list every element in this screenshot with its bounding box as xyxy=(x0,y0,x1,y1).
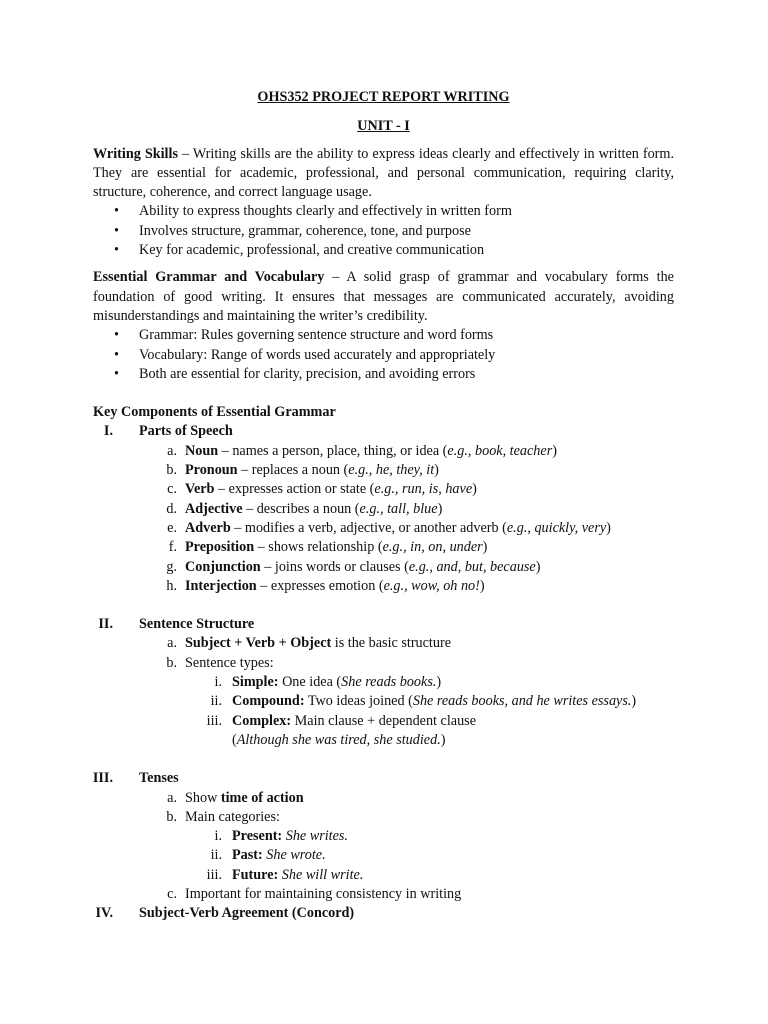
item-desc: – expresses action or state ( xyxy=(214,481,375,498)
item-term: Subject + Verb + Object xyxy=(185,635,332,652)
item-term: Past: xyxy=(232,847,263,864)
item-term: time of action xyxy=(220,789,304,806)
document-title: OHS352 PROJECT REPORT WRITING xyxy=(257,89,510,105)
item-close: ) xyxy=(434,462,439,479)
item-desc: Show xyxy=(185,789,221,806)
item-example: Although she was tired, she studied. xyxy=(236,731,441,748)
item-example: e.g., in, on, under xyxy=(382,539,483,556)
item-desc: – joins words or clauses ( xyxy=(260,558,409,575)
item-label: a. xyxy=(167,442,177,459)
item-close: ) xyxy=(436,674,442,691)
item-term: Noun xyxy=(185,442,219,459)
grammar-vocabulary-paragraph xyxy=(93,268,674,326)
item-term: Future: xyxy=(232,866,279,883)
list-item xyxy=(93,712,517,751)
item-label: ii. xyxy=(210,693,222,710)
section-sentence-structure xyxy=(93,615,674,634)
list-item xyxy=(93,885,674,904)
item-term: Simple: xyxy=(232,674,279,691)
section-parts-of-speech xyxy=(93,422,674,441)
item-label: b. xyxy=(166,654,177,671)
grammar-vocabulary-bullets xyxy=(93,326,674,384)
item-desc: One idea ( xyxy=(278,674,342,691)
item-desc: Sentence types: xyxy=(185,654,274,671)
section-tenses xyxy=(93,769,674,788)
list-item xyxy=(93,808,674,827)
key-components-heading-text: Key Components of Essential Grammar xyxy=(93,404,336,421)
list-item: • Both are essential for clarity, precision, and avoiding errors xyxy=(93,365,674,384)
item-example: She reads books. xyxy=(341,674,437,691)
item-label: g. xyxy=(166,558,177,575)
list-item: • Involves structure, grammar, coherence, tone, and purpose xyxy=(93,222,674,241)
list-item xyxy=(93,866,674,885)
list-item: • Key for academic, professional, and creative communication xyxy=(93,241,674,260)
item-term: Verb xyxy=(185,481,215,498)
item-example: e.g., tall, blue xyxy=(359,500,438,517)
item-term: Compound: xyxy=(232,693,305,710)
item-example: e.g., book, teacher xyxy=(447,442,553,459)
item-label: i. xyxy=(214,828,222,845)
section-title: Tenses xyxy=(139,770,179,787)
item-close: ) xyxy=(631,693,637,710)
item-example: She will write. xyxy=(278,866,364,883)
item-label: f. xyxy=(168,539,177,556)
writing-skills-text: – Writing skills are the ability to express ideas clearly and effectively in written form. They are essential for academic, professional, and personal communication, requiring clarity, structure, coherence, and correct language usage. xyxy=(93,145,674,201)
section-title: Parts of Speech xyxy=(139,423,233,440)
list-item: • Grammar: Rules governing sentence structure and word forms xyxy=(93,326,674,345)
list-item xyxy=(93,558,674,577)
item-label: ii. xyxy=(210,847,222,864)
item-example: e.g., quickly, very xyxy=(506,519,607,536)
item-close: ) xyxy=(440,731,446,748)
list-item xyxy=(93,519,674,538)
item-example: She reads books, and he writes essays. xyxy=(412,693,632,710)
item-label: d. xyxy=(166,500,177,517)
section-number: III. xyxy=(92,770,113,787)
item-example: e.g., he, they, it xyxy=(348,462,435,479)
item-label: e. xyxy=(167,519,177,536)
item-desc: – describes a noun ( xyxy=(242,500,360,517)
item-example: e.g., and, but, because xyxy=(408,558,536,575)
item-label: iii. xyxy=(206,866,222,883)
writing-skills-term: Writing Skills xyxy=(93,145,178,162)
item-term: Complex: xyxy=(232,712,292,729)
item-desc: Main categories: xyxy=(185,808,280,825)
parts-of-speech-list xyxy=(93,442,674,596)
section-number: II. xyxy=(98,616,113,633)
item-desc: is the basic structure xyxy=(331,635,451,652)
list-item xyxy=(93,480,674,499)
section-number: IV. xyxy=(95,905,113,922)
key-components-heading xyxy=(93,403,674,422)
item-desc: – replaces a noun ( xyxy=(237,462,349,479)
item-close: ) xyxy=(606,519,611,536)
list-item xyxy=(93,577,674,596)
item-label: b. xyxy=(166,462,177,479)
list-item xyxy=(93,634,674,653)
item-label: a. xyxy=(167,789,177,806)
list-item xyxy=(93,461,674,480)
section-number: I. xyxy=(103,423,113,440)
item-example: e.g., run, is, have xyxy=(374,481,473,498)
item-close: ) xyxy=(482,539,488,556)
list-item xyxy=(93,654,674,673)
item-label: h. xyxy=(166,577,177,594)
writing-skills-bullets xyxy=(93,202,674,260)
grammar-vocabulary-text: – A solid grasp of grammar and vocabulary forms the foundation of good writing. It ensures that messages are communicated accurately, avoiding misunderstandings and maintaining the writer’s credibility. xyxy=(93,269,674,324)
list-item xyxy=(93,442,674,461)
list-item xyxy=(93,500,674,519)
grammar-vocabulary-term: Essential Grammar and Vocabulary xyxy=(93,269,325,286)
item-example: She writes. xyxy=(282,828,348,845)
item-desc: – modifies a verb, adjective, or another adverb ( xyxy=(230,519,507,536)
item-close: ) xyxy=(479,577,485,594)
item-desc: Important for maintaining consistency in writing xyxy=(185,885,462,902)
item-close: ) xyxy=(535,558,541,575)
item-label: c. xyxy=(167,481,177,498)
item-label: i. xyxy=(214,674,222,691)
item-term: Pronoun xyxy=(185,462,238,479)
unit-heading: UNIT - I xyxy=(357,118,410,135)
item-desc: – shows relationship ( xyxy=(254,539,383,556)
item-label: iii. xyxy=(206,712,222,729)
list-item xyxy=(93,827,674,846)
item-example: She wrote. xyxy=(262,847,326,864)
section-subject-verb-agreement xyxy=(93,904,674,923)
item-desc: Main clause + dependent clause ( xyxy=(232,712,476,748)
section-title: Subject-Verb Agreement (Concord) xyxy=(139,905,355,922)
item-term: Interjection xyxy=(185,577,257,594)
item-desc: – expresses emotion ( xyxy=(256,577,384,594)
list-item xyxy=(93,692,674,711)
list-item xyxy=(93,538,674,557)
list-item xyxy=(93,789,674,808)
document-page xyxy=(93,88,674,924)
writing-skills-paragraph xyxy=(93,145,674,203)
item-close: ) xyxy=(552,442,557,459)
list-item xyxy=(93,673,674,692)
item-label: b. xyxy=(166,808,177,825)
item-term: Conjunction xyxy=(185,558,261,575)
item-term: Adjective xyxy=(185,500,243,517)
item-desc: Two ideas joined ( xyxy=(304,693,413,710)
item-desc: – names a person, place, thing, or idea ( xyxy=(218,442,448,459)
item-term: Preposition xyxy=(185,539,255,556)
item-term: Adverb xyxy=(185,519,231,536)
item-close: ) xyxy=(472,481,477,498)
item-example: e.g., wow, oh no! xyxy=(383,577,480,594)
list-item: • Vocabulary: Range of words used accurately and appropriately xyxy=(93,346,674,365)
item-term: Present: xyxy=(232,828,283,845)
list-item: • Ability to express thoughts clearly and effectively in written form xyxy=(93,202,674,221)
item-close: ) xyxy=(437,500,443,517)
item-label: a. xyxy=(167,635,177,652)
section-title: Sentence Structure xyxy=(139,616,255,633)
list-item xyxy=(93,846,674,865)
item-label: c. xyxy=(167,885,177,902)
